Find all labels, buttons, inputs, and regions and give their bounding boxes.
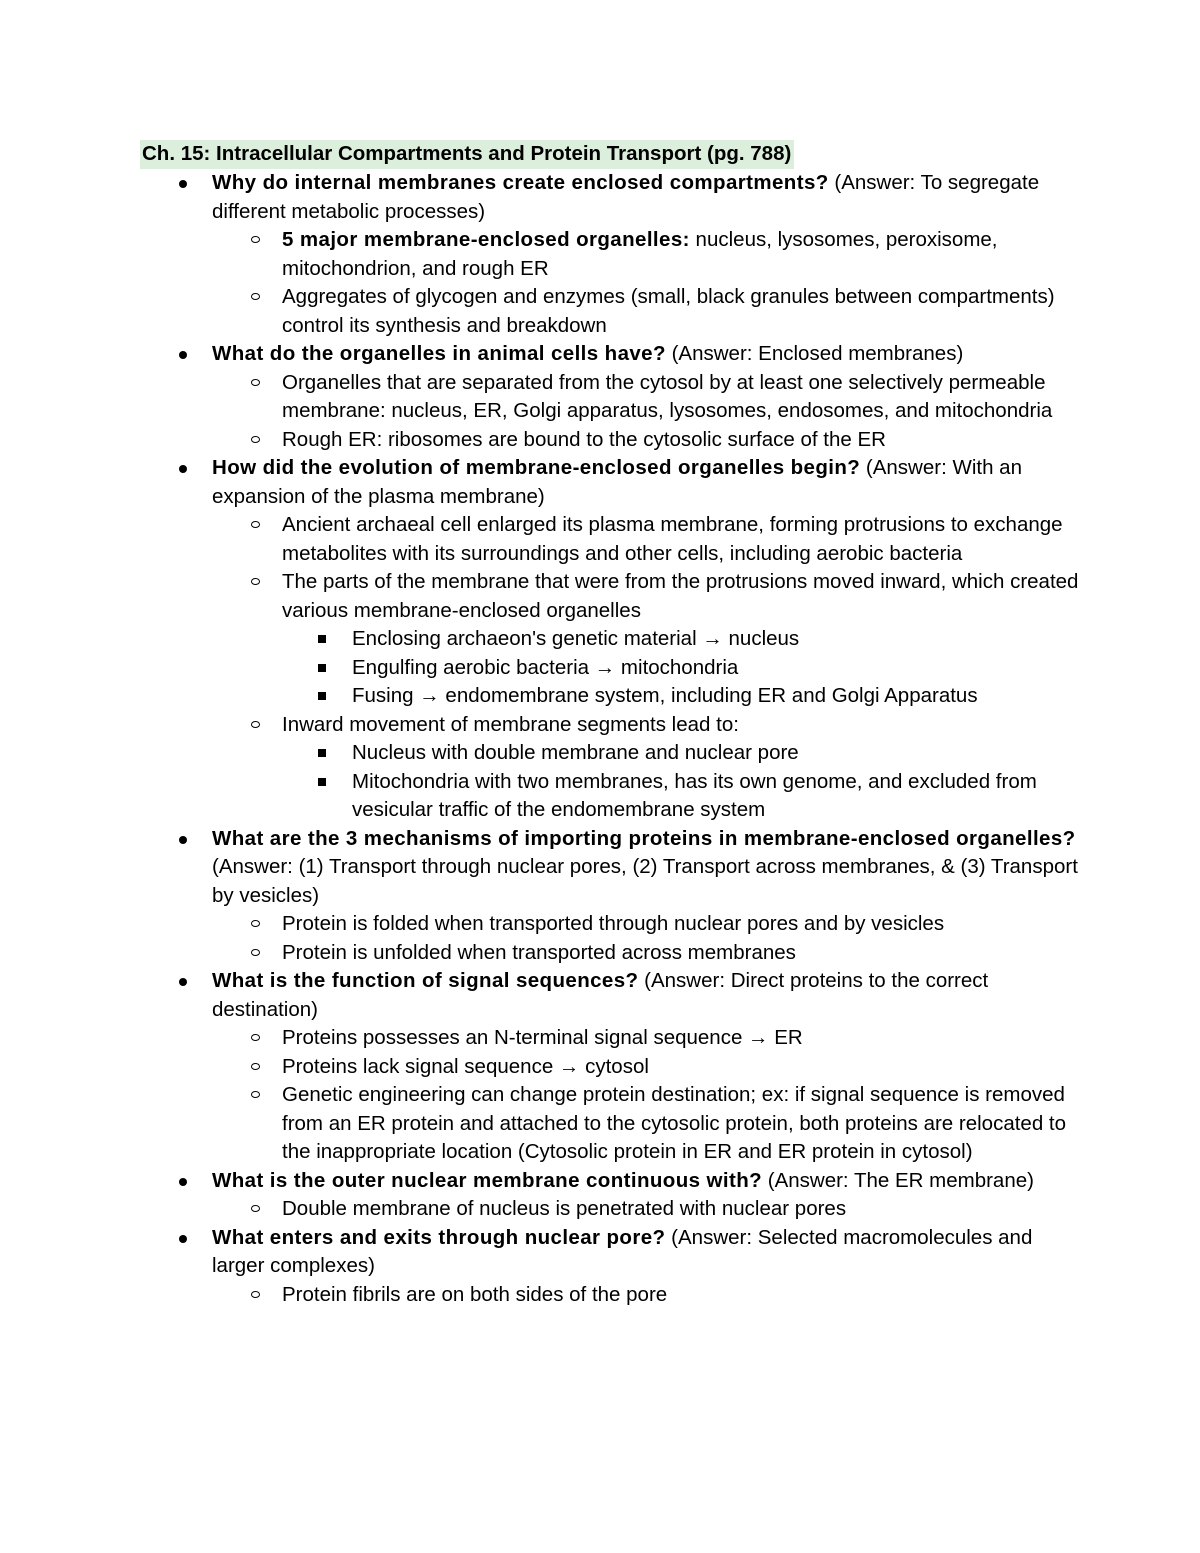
bullet-disc-icon	[179, 836, 187, 844]
sub-item-text: Proteins possesses an N-terminal signal sequence → ER	[282, 1026, 803, 1049]
sub-sub-item-text: Fusing → endomembrane system, including ER and Golgi Apparatus	[352, 684, 978, 707]
sub-list	[282, 369, 1082, 455]
bullet-circle-icon	[251, 1205, 260, 1212]
sub-sub-item-text: Enclosing archaeon's genetic material → nucleus	[352, 627, 800, 650]
answer-text: (Answer: Direct proteins to the correct destination)	[212, 969, 989, 1021]
bullet-disc-icon	[179, 978, 187, 986]
answer-text: (Answer: To segregate different metabolic processes)	[212, 171, 1040, 223]
sub-item-text: Aggregates of glycogen and enzymes (small, black granules between compartments) control its synthesis and breakdown	[282, 285, 1055, 337]
bullet-square-icon	[318, 692, 326, 700]
bullet-square-icon	[318, 749, 326, 757]
bullet-circle-icon	[251, 920, 260, 927]
sub-item-text: Protein fibrils are on both sides of the pore	[282, 1282, 668, 1306]
answer-text: (Answer: (1) Transport through nuclear pores, (2) Transport across membranes, & (3) Transport by vesicles)	[212, 855, 1078, 907]
bullet-circle-icon	[251, 521, 260, 528]
sub-list	[282, 226, 1082, 340]
sub-item-text: Protein is folded when transported through nuclear pores and by vesicles	[282, 912, 945, 935]
sub-list-item	[282, 1053, 1082, 1082]
question-text: What is the outer nuclear membrane continuous with?	[212, 1168, 763, 1192]
bullet-circle-icon	[251, 436, 260, 443]
sub-sub-list-item	[352, 625, 1082, 654]
bullet-disc-icon	[179, 180, 187, 188]
sub-sub-item-text: Engulfing aerobic bacteria → mitochondria	[352, 655, 739, 679]
bullet-disc-icon	[179, 465, 187, 473]
bullet-circle-icon	[251, 236, 260, 243]
answer-text: (Answer: Selected macromolecules and larger complexes)	[212, 1225, 1033, 1277]
bullet-circle-icon	[251, 1034, 260, 1041]
sub-list-item	[282, 511, 1082, 568]
sub-sub-item-text: Mitochondria with two membranes, has its own genome, and excluded from vesicular traffic of the endomembrane system	[352, 769, 1037, 821]
sub-list-item	[282, 1281, 1082, 1310]
sub-list	[282, 1024, 1082, 1167]
list-item	[212, 340, 1082, 454]
sub-sub-list	[352, 739, 1082, 825]
answer-text: (Answer: Enclosed membranes)	[665, 342, 964, 365]
answer-text: (Answer: With an expansion of the plasma membrane)	[212, 456, 1022, 508]
sub-item-text: Proteins lack signal sequence → cytosol	[282, 1054, 649, 1078]
bullet-circle-icon	[251, 721, 260, 728]
sub-list	[282, 511, 1082, 825]
sub-sub-list-item	[352, 739, 1082, 768]
sub-item-text: Genetic engineering can change protein destination; ex: if signal sequence is removed from an ER protein and attached to the cytosolic protein, both proteins are relocated to the inappropriate location (Cytosolic protein in ER and ER protein in cytosol)	[282, 1083, 1067, 1163]
bullet-circle-icon	[251, 1063, 260, 1070]
sub-item-text: The parts of the membrane that were from the protrusions moved inward, which created various membrane-enclosed organelles	[282, 570, 1079, 622]
sub-item-text: Protein is unfolded when transported across membranes	[282, 940, 796, 964]
page-title: Ch. 15: Intracellular Compartments and Protein Transport (pg. 788)	[140, 140, 794, 169]
sub-sub-list-item	[352, 654, 1082, 683]
bullet-circle-icon	[251, 949, 260, 956]
bullet-square-icon	[318, 635, 326, 643]
bullet-disc-icon	[179, 1235, 187, 1243]
bullet-disc-icon	[179, 1178, 187, 1186]
question-text: What do the organelles in animal cells have?	[212, 342, 666, 365]
outline-list	[212, 169, 1082, 1309]
sub-sub-item-text: Nucleus with double membrane and nuclear pore	[352, 741, 799, 764]
sub-list-item	[282, 369, 1082, 426]
sub-sub-list-item	[352, 768, 1082, 825]
sub-item-text: Ancient archaeal cell enlarged its plasma membrane, forming protrusions to exchange metabolites with its surroundings and other cells, including aerobic bacteria	[282, 513, 1063, 565]
sub-item-bold: 5 major membrane-enclosed organelles:	[282, 228, 690, 251]
list-item	[212, 169, 1082, 340]
list-item	[212, 967, 1082, 1167]
sub-list-item	[282, 939, 1082, 968]
sub-list-item	[282, 1081, 1082, 1167]
sub-list	[282, 1281, 1082, 1310]
sub-item-text: Organelles that are separated from the cytosol by at least one selectively permeable membrane: nucleus, ER, Golgi apparatus, lysosomes, endosomes, and mitochondria	[282, 370, 1053, 422]
sub-list-item	[282, 711, 1082, 825]
question-text: What is the function of signal sequences?	[212, 969, 639, 992]
sub-sub-list-item	[352, 682, 1082, 711]
question-text: What are the 3 mechanisms of importing proteins in membrane-enclosed organelles?	[212, 826, 1076, 850]
bullet-circle-icon	[251, 578, 260, 585]
bullet-square-icon	[318, 778, 326, 786]
list-item	[212, 1224, 1082, 1310]
list-item	[212, 825, 1082, 968]
sub-list-item	[282, 426, 1082, 455]
sub-list-item	[282, 226, 1082, 283]
question-text: Why do internal membranes create enclosed compartments?	[212, 171, 829, 194]
list-item	[212, 1167, 1082, 1224]
bullet-circle-icon	[251, 293, 260, 300]
question-text: What enters and exits through nuclear pore?	[212, 1225, 666, 1249]
sub-list-item	[282, 1024, 1082, 1053]
answer-text: (Answer: The ER membrane)	[762, 1168, 1034, 1192]
sub-list-item	[282, 283, 1082, 340]
sub-list-item	[282, 1195, 1082, 1224]
bullet-circle-icon	[251, 1291, 260, 1298]
sub-list-item	[282, 910, 1082, 939]
sub-list	[282, 1195, 1082, 1224]
bullet-circle-icon	[251, 1091, 260, 1098]
bullet-circle-icon	[251, 379, 260, 386]
bullet-disc-icon	[179, 351, 187, 359]
sub-sub-list	[352, 625, 1082, 711]
sub-item-text: nucleus, lysosomes, peroxisome, mitochondrion, and rough ER	[282, 228, 998, 280]
sub-list-item	[282, 568, 1082, 711]
list-item	[212, 454, 1082, 825]
bullet-square-icon	[318, 664, 326, 672]
question-text: How did the evolution of membrane-enclosed organelles begin?	[212, 456, 861, 479]
sub-item-text: Inward movement of membrane segments lead to:	[282, 712, 739, 736]
sub-item-text: Rough ER: ribosomes are bound to the cytosolic surface of the ER	[282, 427, 886, 451]
sub-list	[282, 910, 1082, 967]
sub-item-text: Double membrane of nucleus is penetrated with nuclear pores	[282, 1197, 847, 1220]
